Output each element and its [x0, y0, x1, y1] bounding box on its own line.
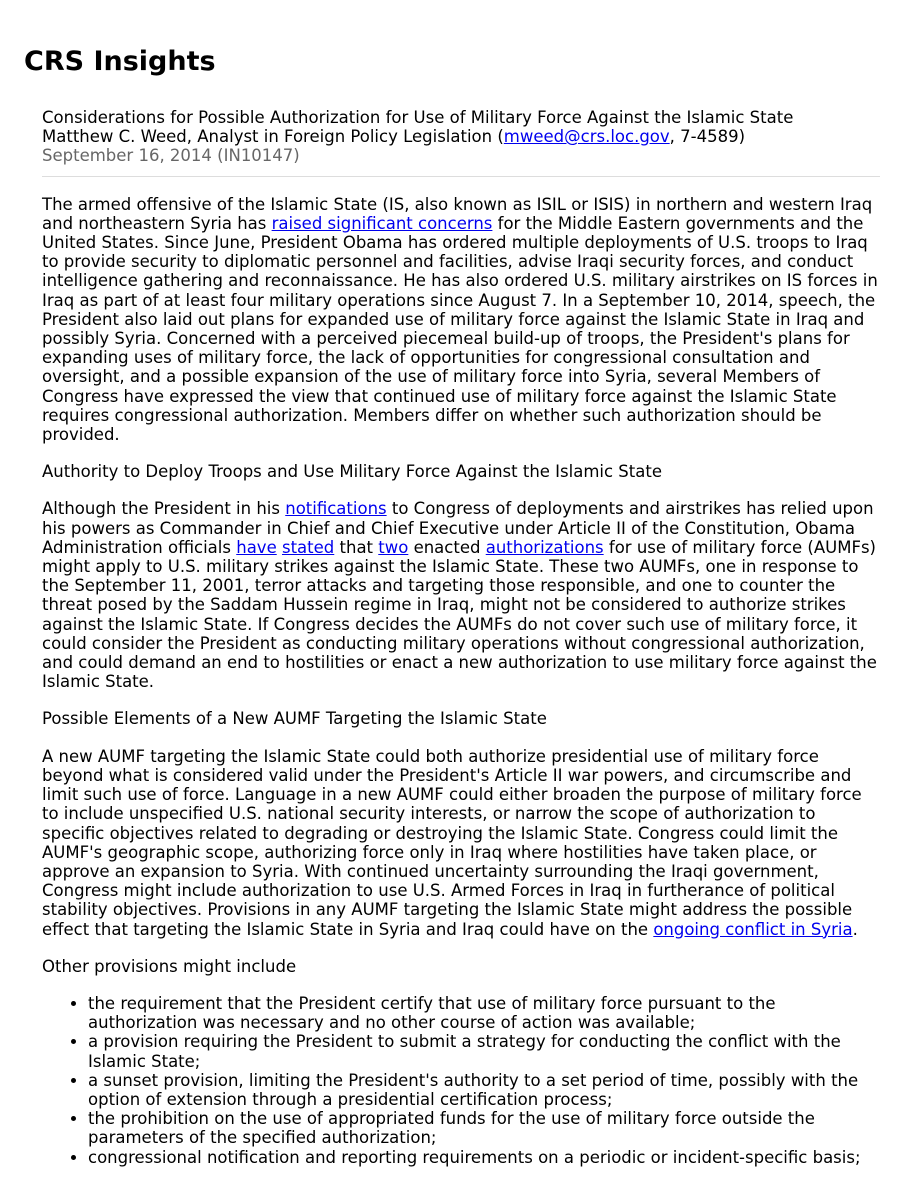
author-name: Matthew C. Weed, Analyst in Foreign Policy Legislation ( [42, 127, 504, 147]
authority-text: for use of military force (AUMFs) might apply to U.S. military strikes against the Islamic State. These two AUMFs, one in response to the September 11, 2001, terror attacks and targeting those responsible, and one to counter the threat posed by the Saddam Hussein regime in Iraq, might not be considered to authorize strikes against the Islamic State. If Congress decides the AUMFs do not cover such use of military force, it could consider the President as conducting military operations without congressional authorization, and could demand an end to hostilities or enact a new authorization to use military force against the Islamic State. [42, 537, 877, 692]
authority-text: enacted [408, 537, 486, 557]
stated-link[interactable]: stated [281, 537, 335, 557]
elements-text-end: . [852, 919, 858, 939]
notifications-link[interactable]: notifications [285, 499, 387, 519]
raised-concerns-link[interactable]: raised significant concerns [271, 213, 493, 233]
authority-text: that [334, 537, 379, 557]
authorizations-link[interactable]: authorizations [485, 537, 604, 557]
intro-text-continued: for the Middle Eastern governments and the United States. Since June, President Obama has ordered multiple deployments of U.S. troops to Iraq to provide security to diplomatic personnel and facilities, advise Iraqi security forces, and conduct intelligence gathering and reconnaissance. He has also ordered U.S. military airstrikes on IS forces in Iraq as part of at least four military operations since August 7. In a September 10, 2014, speech, the President also laid out plans for expanded use of military force against the Islamic State in Iraq and possibly Syria. Concerned with a perceived piecemeal build-up of troops, the President's plans for expanding uses of military force, the lack of opportunities for congressional consultation and oversight, and a possible expansion of the use of military force into Syria, several Members of Congress have expressed the view that continued use of military force against the Islamic State requires congressional authorization. Members differ on whether such authorization should be provided. [42, 213, 878, 445]
intro-text: The armed offensive of the Islamic State (IS, also known as ISIL or ISIS) in northern and western Iraq and northeastern Syria has [42, 194, 873, 233]
intro-paragraph [42, 195, 880, 445]
list-item: • the prohibition on the use of appropriated funds for the use of military force outside the parameters of the specified authorization; [88, 1109, 880, 1147]
list-item: • a sunset provision, limiting the President's authority to a set period of time, possibly with the option of extension through a presidential certification process; [88, 1071, 880, 1109]
list-item: • congressional notification and reporting requirements on a periodic or incident-specific basis; [88, 1148, 880, 1167]
section-heading-authority: Authority to Deploy Troops and Use Military Force Against the Islamic State [42, 462, 662, 482]
list-item: • a provision requiring the President to submit a strategy for conducting the conflict with the Islamic State; [88, 1032, 880, 1070]
authority-text: Although the President in his [42, 499, 286, 519]
elements-paragraph [42, 747, 880, 939]
article-content [42, 108, 880, 1167]
list-item: • the requirement that the President certify that use of military force pursuant to the authorization was necessary and no other course of action was available; [88, 994, 880, 1032]
provisions-intro: Other provisions might include [42, 956, 297, 976]
have-link[interactable]: have [236, 537, 277, 557]
article-title: Considerations for Possible Authorization for Use of Military Force Against the Islamic State [42, 108, 794, 127]
author-email-link[interactable]: mweed@crs.loc.gov [503, 127, 670, 147]
article-date: September 16, 2014 (IN10147) [42, 146, 300, 166]
authority-text: to Congress of deployments and airstrikes has relied upon his powers as Commander in Chief and Chief Executive under Article II of the Constitution, Obama Administration officials [42, 499, 874, 557]
ongoing-conflict-syria-link[interactable]: ongoing conflict in Syria [653, 919, 853, 939]
header-divider [42, 176, 880, 177]
authority-paragraph [42, 499, 880, 691]
elements-text: A new AUMF targeting the Islamic State could both authorize presidential use of military force beyond what is considered valid under the President's Article II war powers, and circumscribe and limit such use of force. Language in a new AUMF could either broaden the purpose of military force to include unspecified U.S. national security interests, or narrow the scope of authorization to specific objectives related to degrading or destroying the Islamic State. Congress could limit the AUMF's geographic scope, authorizing force only in Iraq where hostilities have taken place, or approve an expansion to Syria. With continued uncertainty surrounding the Iraqi government, Congress might include authorization to use U.S. Armed Forces in Iraq in furtherance of political stability objectives. Provisions in any AUMF targeting the Islamic State might address the possible effect that targeting the Islamic State in Syria and Iraq could have on the [42, 746, 862, 939]
site-title: CRS Insights [24, 46, 216, 77]
section-heading-elements: Possible Elements of a New AUMF Targeting the Islamic State [42, 709, 547, 729]
author-line [42, 127, 880, 146]
author-phone: , 7-4589) [669, 127, 746, 147]
provisions-list [42, 994, 880, 1167]
two-link[interactable]: two [378, 537, 409, 557]
